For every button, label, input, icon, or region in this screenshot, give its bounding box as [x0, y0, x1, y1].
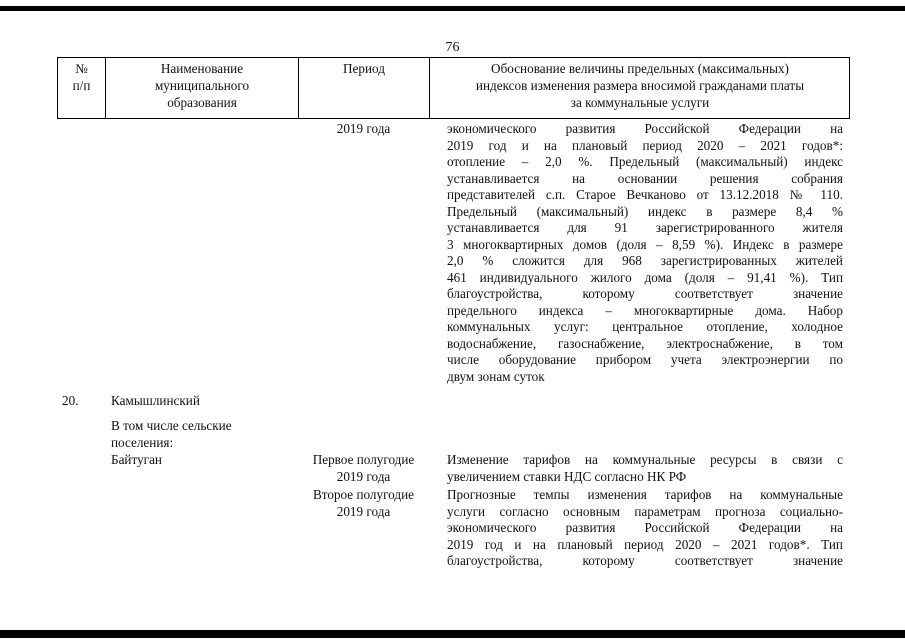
continuation-period: 2019 года: [336, 121, 391, 136]
municipality-name: Камышлинский: [111, 393, 200, 408]
text-line: благоустройства, которому соответствует значение: [447, 286, 843, 301]
text-line: отопление – 2,0 %. Предельный (максимальный) индекс: [447, 154, 843, 169]
text-line: экономического развития Российской Федерации на: [447, 520, 843, 535]
text-line: Прогнозные темпы изменения тарифов на коммунальные: [447, 487, 843, 502]
continuation-justification: [447, 121, 843, 385]
text-line: устанавливается на основании решения собрания: [447, 170, 843, 186]
text-line: числе оборудование прибором учета электроэнергии по: [447, 352, 843, 367]
text-line: 461 индивидуального жилого дома (доля – 91,41 %). Тип: [447, 269, 843, 285]
text-line: предельного индекса – многоквартирные дома. Набор: [447, 302, 843, 318]
text-line: представителей с.п. Старое Вечканово от 13.12.2018 № 110.: [447, 187, 843, 202]
page-number: 76: [445, 40, 460, 55]
justification-first-half: [447, 452, 843, 485]
text-line: 2,0 % сложится для 968 зарегистрированных жителей: [447, 253, 843, 268]
text-line: 2019 год и на плановый период 2020 – 2021 годов*:: [447, 137, 843, 153]
bottom-scan-border: [0, 630, 905, 638]
text-line: 3 многоквартирных домов (доля – 8,59 %). Индекс в размере: [447, 236, 843, 252]
text-line: увеличением ставки НДС согласно НК РФ: [447, 468, 687, 484]
row-number: 20.: [62, 393, 79, 408]
period-first-half: Первое полугодие 2019 года: [312, 452, 415, 484]
text-line: устанавливается для 91 зарегистрированного жителя: [447, 220, 843, 235]
header-number-column: № п/п: [58, 58, 106, 118]
settlement-name: Байтуган: [111, 452, 162, 467]
subheader-rural-settlements: В том числе сельские поселения:: [111, 418, 232, 450]
text-line: услуги согласно основным параметрам прогноза социально-: [447, 503, 843, 519]
top-scan-border: [0, 6, 905, 11]
header-name-column: Наименование муниципального образования: [106, 58, 299, 118]
text-line: Изменение тарифов на коммунальные ресурсы в связи с: [447, 452, 843, 467]
period-second-half: Второе полугодие 2019 года: [312, 487, 415, 519]
text-line: Предельный (максимальный) индекс в размере 8,4 %: [447, 203, 843, 219]
text-line: водоснабжение, газоснабжение, электроснабжение, в том: [447, 335, 843, 351]
header-period-column: Период: [299, 58, 430, 118]
text-line: 2019 год и на плановый период 2020 – 2021 годов*. Тип: [447, 536, 843, 552]
text-line: экономического развития Российской Федерации на: [447, 121, 843, 136]
text-line: благоустройства, которому соответствует значение: [447, 553, 843, 568]
text-line: двум зонам суток: [447, 368, 545, 384]
text-line: коммунальных услуг: центральное отопление, холодное: [447, 319, 843, 334]
table-header: [57, 57, 850, 119]
header-justification-column: Обоснование величины предельных (максимальных) индексов изменения размера вносимой гражданами платы за коммунальные услуги: [475, 61, 805, 110]
justification-second-half: [447, 487, 843, 570]
